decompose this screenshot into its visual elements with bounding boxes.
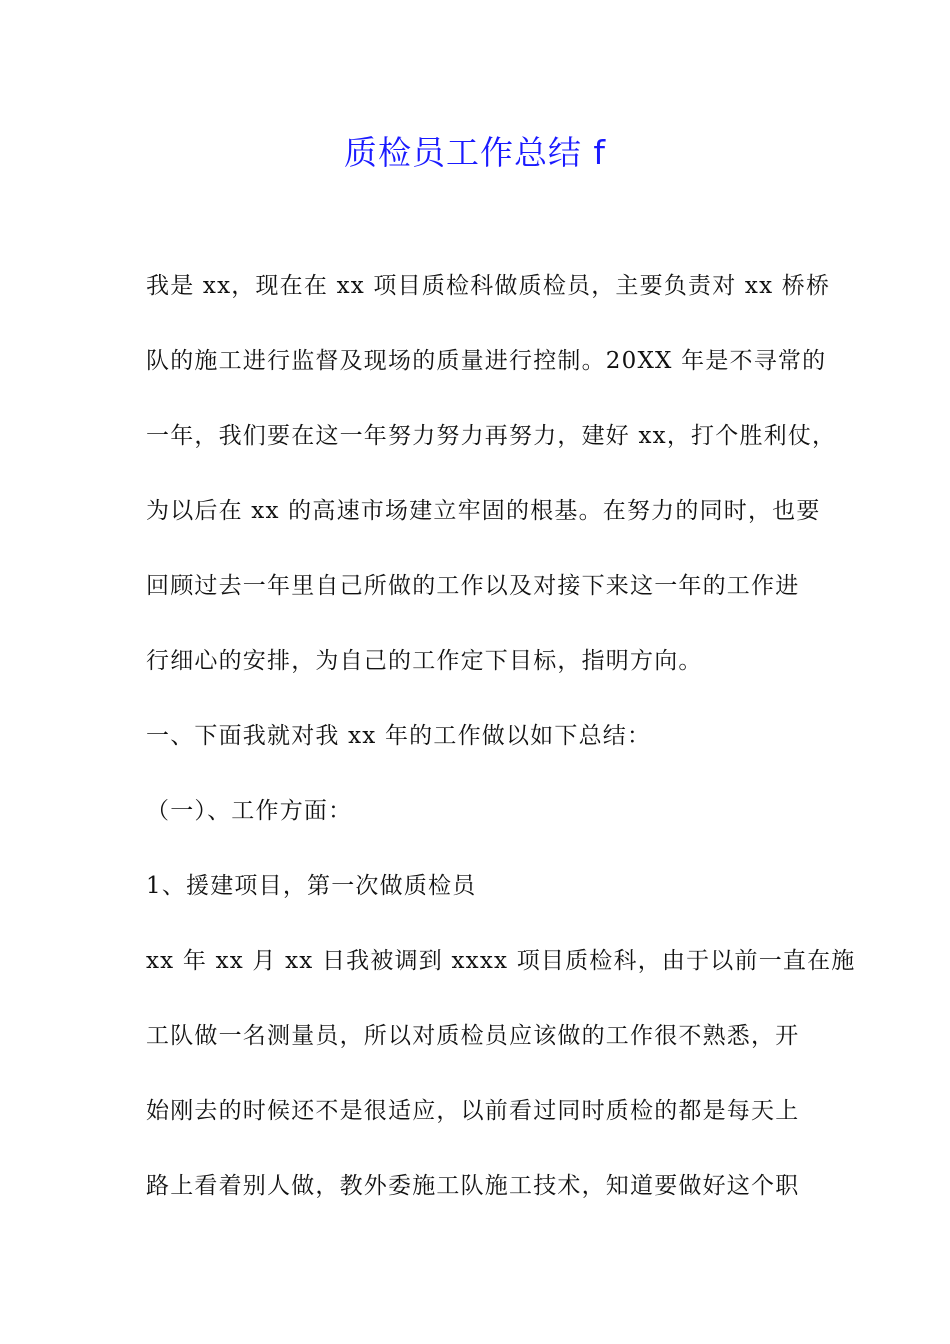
text-line: 行细心的安排，为自己的工作定下目标，指明方向。 [146,648,703,674]
text-line: 为以后在 xx 的高速市场建立牢固的根基。在努力的同时，也要 [146,498,821,524]
document-body [146,264,856,1239]
text-line: 队的施工进行监督及现场的质量进行控制。20XX 年是不寻常的 [146,348,827,374]
text-line: 回顾过去一年里自己所做的工作以及对接下来这一年的工作进 [146,573,800,599]
text-line: 路上看着别人做，教外委施工队施工技术，知道要做好这个职 [146,1173,800,1199]
subsection-heading: （一）、工作方面： [146,798,353,824]
text-line: 我是 xx，现在在 xx 项目质检科做质检员，主要负责对 xx 桥桥 [146,273,831,299]
text-line: 始刚去的时候还不是很适应，以前看过同时质检的都是每天上 [146,1098,800,1124]
text-line: 工队做一名测量员，所以对质检员应该做的工作很不熟悉，开 [146,1023,800,1049]
item-heading: 1、援建项目，第一次做质检员 [146,873,477,899]
document-title: 质检员工作总结 f [343,133,607,172]
section-heading: 一、下面我就对我 xx 年的工作做以如下总结： [146,723,652,749]
text-line: 一年，我们要在这一年努力努力再努力，建好 xx，打个胜利仗， [146,423,837,449]
text-line: xx 年 xx 月 xx 日我被调到 xxxx 项目质检科，由于以前一直在施 [146,948,856,974]
